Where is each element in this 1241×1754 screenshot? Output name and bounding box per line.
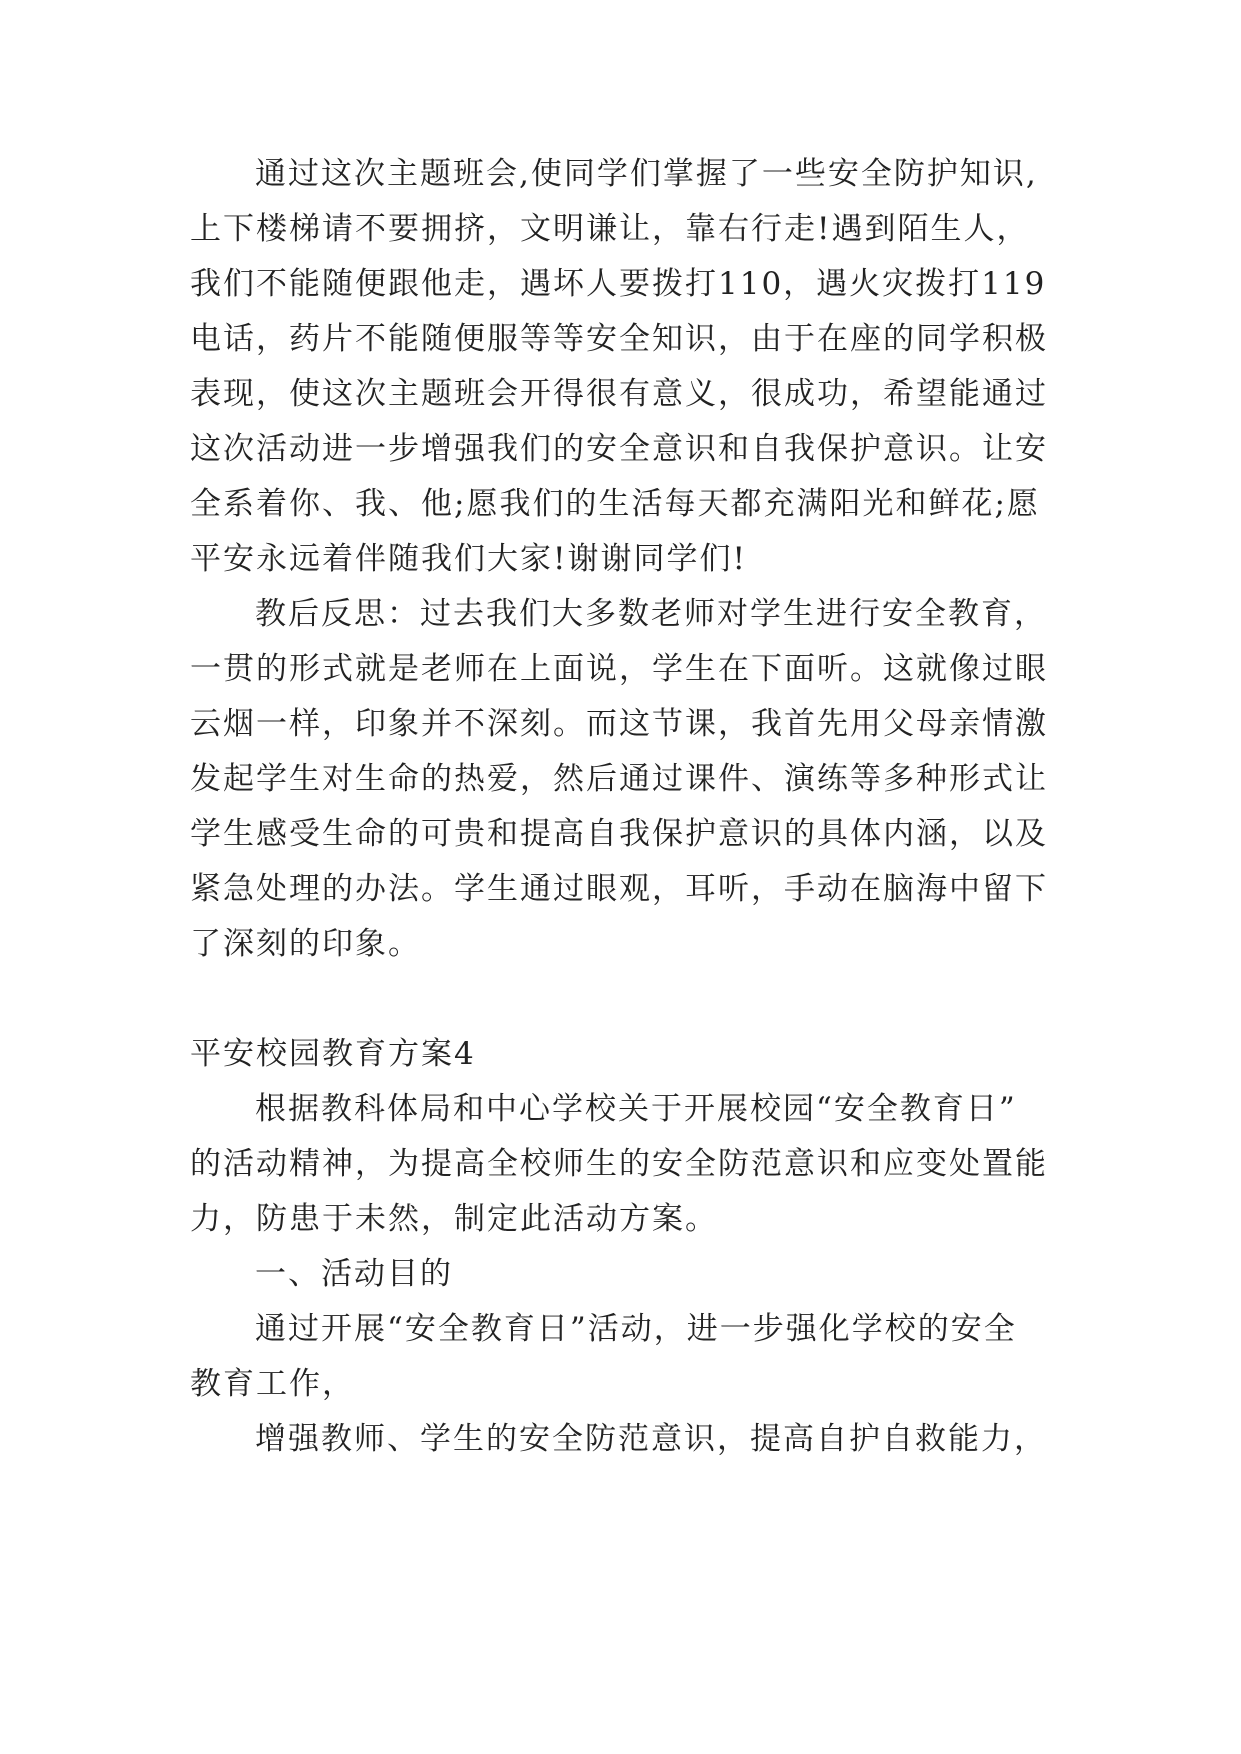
subsection-heading: 一、活动目的: [255, 1256, 453, 1292]
paragraph-line: 的活动精神，为提高全校师生的安全防范意识和应变处置能: [190, 1146, 1048, 1182]
paragraph-line: 发起学生对生命的热爱，然后通过课件、演练等多种形式让: [190, 761, 1048, 797]
paragraph-line: 上下楼梯请不要拥挤，文明谦让，靠右行走!遇到陌生人，: [190, 211, 1030, 247]
paragraph-line: 通过开展“安全教育日”活动，进一步强化学校的安全: [255, 1311, 1017, 1347]
paragraph-line: 根据教科体局和中心学校关于开展校园“安全教育日”: [255, 1091, 1017, 1127]
paragraph-line: 全系着你、我、他;愿我们的生活每天都充满阳光和鲜花;愿: [190, 486, 1040, 522]
paragraph-line: 表现，使这次主题班会开得很有意义，很成功，希望能通过: [190, 376, 1048, 412]
paragraph-line: 这次活动进一步增强我们的安全意识和自我保护意识。让安: [190, 431, 1048, 467]
paragraph-line: 电话，药片不能随便服等等安全知识，由于在座的同学积极: [190, 321, 1048, 357]
paragraph-line: 云烟一样，印象并不深刻。而这节课，我首先用父母亲情激: [190, 706, 1048, 742]
paragraph-line: 我们不能随便跟他走，遇坏人要拨打110，遇火灾拨打119: [190, 266, 1047, 302]
section-title: 平安校园教育方案4: [190, 1036, 476, 1072]
paragraph-line: 教育工作，: [190, 1366, 355, 1402]
paragraph-line: 教后反思：过去我们大多数老师对学生进行安全教育，: [255, 596, 1047, 632]
paragraph-line: 了深刻的印象。: [190, 926, 421, 962]
paragraph-line: 通过这次主题班会,使同学们掌握了一些安全防护知识,: [255, 156, 1038, 192]
paragraph-line: 力，防患于未然，制定此活动方案。: [190, 1201, 718, 1237]
paragraph-line: 学生感受生命的可贵和提高自我保护意识的具体内涵，以及: [190, 816, 1048, 852]
paragraph-line: 紧急处理的办法。学生通过眼观，耳听，手动在脑海中留下: [190, 871, 1048, 907]
paragraph-line: 平安永远着伴随我们大家!谢谢同学们!: [190, 541, 747, 577]
paragraph-line: 一贯的形式就是老师在上面说，学生在下面听。这就像过眼: [190, 651, 1048, 687]
paragraph-line: 增强教师、学生的安全防范意识，提高自护自救能力，: [255, 1421, 1047, 1457]
